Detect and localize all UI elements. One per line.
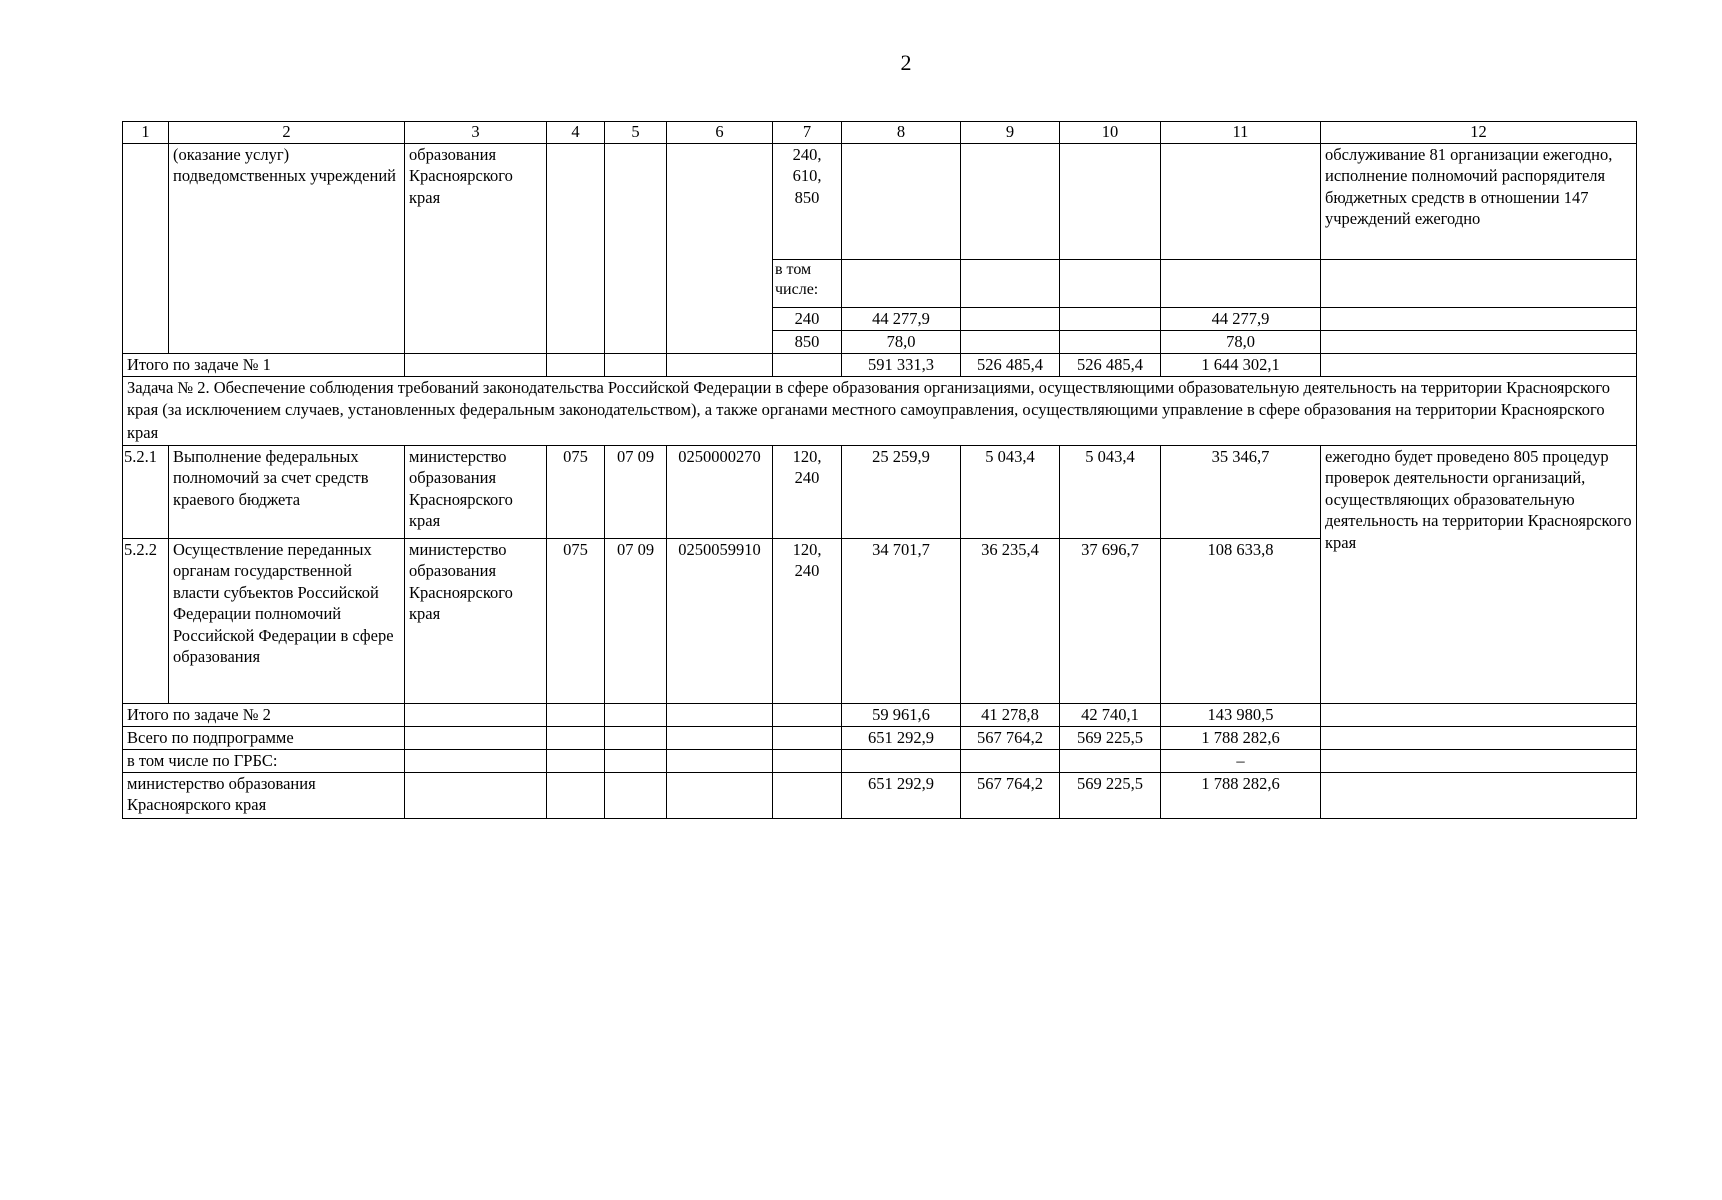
- cell-total: 44 277,9: [1161, 307, 1321, 330]
- cell-rzpr: 07 09: [605, 538, 667, 703]
- cell-total: 1 644 302,1: [1161, 353, 1321, 376]
- cell-total: –: [1161, 749, 1321, 772]
- cell-label: министерство образования Красноярского края: [123, 772, 405, 818]
- table-row-task2-header: [123, 376, 1637, 445]
- cell-vr: 120, 240: [773, 445, 842, 538]
- col-header: 1: [123, 122, 169, 144]
- cell-grbs: образования Красноярского края: [405, 143, 547, 353]
- header-row: [123, 122, 1637, 144]
- cell-total: 35 346,7: [1161, 445, 1321, 538]
- cell-name: Осуществление переданных органам государственной власти субъектов Российской Федерации полномочий Российской Федерации в сфере образования: [169, 538, 405, 703]
- budget-table: [122, 121, 1637, 819]
- cell-label: Всего по подпрограмме: [123, 726, 405, 749]
- cell-y3: 526 485,4: [1060, 353, 1161, 376]
- cell-y1: 591 331,3: [842, 353, 961, 376]
- cell-y3: 569 225,5: [1060, 726, 1161, 749]
- col-header: 7: [773, 122, 842, 144]
- col-header: 9: [961, 122, 1060, 144]
- cell-result: ежегодно будет проведено 805 процедур проверок деятельности организаций, осуществляющих образовательную деятельность на территории Красноярского края: [1321, 445, 1637, 703]
- cell-total: 1 788 282,6: [1161, 726, 1321, 749]
- cell-csr: 0250000270: [667, 445, 773, 538]
- cell-y1: 25 259,9: [842, 445, 961, 538]
- col-header: 3: [405, 122, 547, 144]
- cell-y3: 42 740,1: [1060, 703, 1161, 726]
- cell-vr: 850: [773, 330, 842, 353]
- col-header: 8: [842, 122, 961, 144]
- table-row-total-task2: [123, 703, 1637, 726]
- cell-grbs: министерство образования Красноярского края: [405, 445, 547, 538]
- col-header: 12: [1321, 122, 1637, 144]
- cell-num: 5.2.2: [123, 538, 169, 703]
- cell-vr: 240, 610, 850: [773, 143, 842, 259]
- page-number: 2: [900, 50, 912, 75]
- cell-num: 5.2.1: [123, 445, 169, 538]
- col-header: 10: [1060, 122, 1161, 144]
- cell-y2: 5 043,4: [961, 445, 1060, 538]
- table-row-incl-grbs: [123, 749, 1637, 772]
- col-header: 4: [547, 122, 605, 144]
- cell-name: Выполнение федеральных полномочий за счет средств краевого бюджета: [169, 445, 405, 538]
- cell-incl-label: в том числе:: [773, 259, 842, 307]
- table-row-ministry: [123, 772, 1637, 818]
- cell-y1: 44 277,9: [842, 307, 961, 330]
- cell-y2: 526 485,4: [961, 353, 1060, 376]
- cell-csr: 0250059910: [667, 538, 773, 703]
- table-row-continuation: [123, 143, 1637, 259]
- cell-vr: 120, 240: [773, 538, 842, 703]
- cell-y2: 567 764,2: [961, 726, 1060, 749]
- col-header: 2: [169, 122, 405, 144]
- cell-y2: 36 235,4: [961, 538, 1060, 703]
- cell-y2: 41 278,8: [961, 703, 1060, 726]
- cell-label: в том числе по ГРБС:: [123, 749, 405, 772]
- cell-label: Итого по задаче № 1: [123, 353, 405, 376]
- col-header: 5: [605, 122, 667, 144]
- cell-y1: 59 961,6: [842, 703, 961, 726]
- table-row-total-subprogram: [123, 726, 1637, 749]
- cell-result: обслуживание 81 организации ежегодно, исполнение полномочий распорядителя бюджетных средств в отношении 147 учреждений ежегодно: [1321, 143, 1637, 259]
- cell-total: 78,0: [1161, 330, 1321, 353]
- cell-y3: 569 225,5: [1060, 772, 1161, 818]
- cell-total: 1 788 282,6: [1161, 772, 1321, 818]
- cell-y3: 37 696,7: [1060, 538, 1161, 703]
- cell-grbs: министерство образования Красноярского края: [405, 538, 547, 703]
- cell-y2: 567 764,2: [961, 772, 1060, 818]
- cell-grbs-code: 075: [547, 445, 605, 538]
- cell-name: (оказание услуг) подведомственных учреждений: [169, 143, 405, 353]
- cell-y1: 78,0: [842, 330, 961, 353]
- cell-y1: 651 292,9: [842, 726, 961, 749]
- cell-y1: 651 292,9: [842, 772, 961, 818]
- cell-grbs-code: 075: [547, 538, 605, 703]
- cell-y3: 5 043,4: [1060, 445, 1161, 538]
- table-row-5-2-1: [123, 445, 1637, 538]
- col-header: 11: [1161, 122, 1321, 144]
- cell-total: 143 980,5: [1161, 703, 1321, 726]
- cell-vr: 240: [773, 307, 842, 330]
- col-header: 6: [667, 122, 773, 144]
- cell-total: 108 633,8: [1161, 538, 1321, 703]
- cell-label: Итого по задаче № 2: [123, 703, 405, 726]
- task-heading: Задача № 2. Обеспечение соблюдения требований законодательства Российской Федерации в сфере образования организациями, осуществляющими образовательную деятельность на территории Красноярского края (за исключением случаев, установленных федеральным законодательством), а также органами местного самоуправления, осуществляющими управление в сфере образования на территории Красноярского края: [123, 376, 1637, 445]
- cell-rzpr: 07 09: [605, 445, 667, 538]
- table-row-total-task1: [123, 353, 1637, 376]
- cell-y1: 34 701,7: [842, 538, 961, 703]
